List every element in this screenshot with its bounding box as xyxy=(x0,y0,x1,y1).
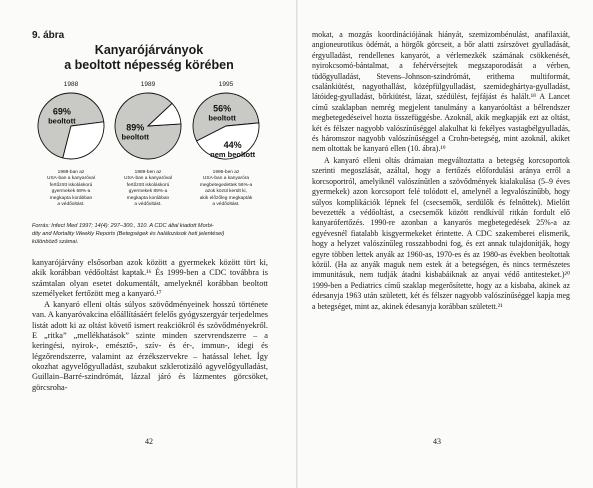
pie-caption-line: fertőzött iskoláskorú xyxy=(49,182,93,188)
left-paragraph-2: A kanyaró elleni oltás súlyos szövődményeinek hosszú története van. A kanyaróvakcina előállításáért felelős gyógyszergyár terjedelmes listát adott ki az oltást követő ismert reakciókról és szövődményekről. E „ritka” „mellékhatások” szinte minden szervrendszerre – a keringési, nyirok-, emésztő-, szív- és ér-, immun-, idegi és légzőrendszerre, valamint az érzékszervekre – hatással lehet. Így okozhat agyvelőgyulladást, szubakut szklerotizáló agyvelőgyulladást, Guillain–Barré-szindrómát, lázzal járó és lázmentes görcsöket, görcsroha- xyxy=(32,300,268,392)
right-page xyxy=(298,0,593,488)
left-paragraph-1: kanyarójárvány elsősorban azok között a gyermekek között tört ki, akik korábban védőoltást kaptak.¹⁶ És 1999-ben a CDC továbbra is számtalan olyan esetet dokumentált, amelyeknél korábban beoltott személyeket fertőzött meg a kanyaró.¹⁷ xyxy=(32,258,268,298)
pie-year-1988: 1988 xyxy=(63,81,79,88)
pie-caption-1988 xyxy=(36,170,106,208)
pie-caption-line: fertőzött iskoláskorú xyxy=(126,182,170,188)
pie-caption-line: megkapta korábban xyxy=(126,195,170,201)
page-number-left: 42 xyxy=(145,437,153,446)
pie-year-1995: 1995 xyxy=(218,81,234,88)
page-number-right: 43 xyxy=(433,437,441,446)
pie-1988 xyxy=(38,93,104,159)
pie-caption-line: USA-ban a kanyaróval xyxy=(124,176,172,182)
pie-caption-line: gyermekek 89%-a xyxy=(128,189,168,195)
left-page xyxy=(0,0,296,488)
pie-caption-line: USA-ban a kanyaróval xyxy=(47,176,95,182)
pie-caption-line: megkapta korábban xyxy=(49,195,93,201)
pie-sublabel-1995-0: beoltott xyxy=(208,113,236,123)
pie-caption-line: 1989-ben az xyxy=(134,170,162,175)
pie-label-1989-0: 89% xyxy=(126,122,145,133)
source-line-2: dity and Mortality Weekly Reports (Betegségek és halálozások heti jelentései) xyxy=(32,231,225,237)
right-body-text xyxy=(312,30,570,312)
pie-caption-line: azok közül került ki, xyxy=(205,189,247,195)
source-line-3: különböző számai. xyxy=(32,239,79,245)
pie-sublabel-1995-1: nem beoltott xyxy=(210,149,256,159)
pie-caption-line: 1988-ban az xyxy=(57,170,85,175)
figure-title-line-1: Kanyarójárványok xyxy=(94,43,204,57)
pie-caption-line: a védőoltást. xyxy=(134,202,162,208)
pie-1989 xyxy=(115,93,181,159)
pie-sublabel-1988-0: beoltott xyxy=(48,116,76,126)
pie-caption-line: akik előzőleg megkapták xyxy=(199,195,253,201)
pie-charts xyxy=(32,88,268,170)
pie-caption-line: a védőoltást. xyxy=(212,202,240,208)
pie-caption-line: a védőoltást. xyxy=(57,202,85,208)
pie-caption-line: gyermekek 69%-a xyxy=(51,189,91,195)
figure-label: 9. ábra xyxy=(32,30,65,41)
pie-caption-1995 xyxy=(191,170,261,208)
pie-label-1995-0: 56% xyxy=(213,103,232,114)
right-paragraph-2: A kanyaró elleni oltás drámaian megváltoztatta a betegség korcsoportok szerinti megoszlását, azáltal, hogy a fertőzés előfordulási aránya erről a korcsoportról, amelyiknél valószínűtlen a szövődmények kialakulása (5–9 éves gyermekek) azon korcsoport felé tolódott el, amelynél a legvalószínűbb, hogy súlyos komplikációk lépnek fel (csecsemők, serdülők és felnőttek). Mielőtt bevezették a védőoltást, a csecsemők között rendkívül ritkán fordult elő kanyarófertőzés. 1990-re azonban a kanyarós megbetegedések 25%-a az egyévesnél fiatalabb kisgyermekeket érintette. A CDC szakemberei elismerik, hogy a helyzet valószínűleg rosszabbodni fog, és ezt annak tulajdonítják, hogy egyre többen lettek anyák az 1960-as, 1970-es és az 1980-as években beoltottak közül. (Ha az anyák maguk nem estek át a betegségen, és nincs természetes immunitásuk, nem tudják átadni kisbabáiknak az anyai védő antitesteket.)²⁰ 1999-ben a Pediatrics című szaklap megerősítette, hogy az a kisbaba, akinek az édesanyja 1963 után született, két és félszer nagyobb valószínűséggel kapja meg a betegséget, mint az, akinek édesanyja korábban született.²¹ xyxy=(312,155,570,311)
pie-1995 xyxy=(193,93,259,159)
pie-caption-line: megbetegedettek 56%-a xyxy=(199,182,253,188)
figure-title xyxy=(32,43,266,73)
figure-title-line-2: a beoltott népesség körében xyxy=(64,58,234,72)
left-body-text xyxy=(32,258,268,393)
figure-source xyxy=(32,222,268,246)
right-paragraph-1: mokat, a mozgás koordinációjának hiányát, szemizombénulást, anafilaxiát, angioneurotikus ödémát, a hörgők görcseit, a bőr alatti zsírszövet gyulladását, érgyulladást, rendellenes kanyarót, a vérlemezkék számának csökkenését, nyirokcsomó-bántalmat, a fehérvérsejtek megszaporodását a vérben, tüdőgyulladást, Stevens–Johnson-szindrómát, erithema multiformát, csalánkiütést, nagyothallást, középfülgyulladást, szemideghártya-gyulladást, látóideg-gyulladást, bőrkiütést, lázat, szédülést, fejfájást és halált.¹⁸ A Lancet című szaklapban nemrég megjelent tanulmány a kanyaróoltást a bélrendszer megbetegedéseivel hozta összefüggésbe. Azoknál, akik megkapják ezt az oltást, két és félszer nagyobb valószínűséggel alakulhat ki fekélyes vastagbélgyulladás, és háromszor nagyobb valószínűséggel a Crohn-betegség, mint azoknál, akiket nem oltottak be kanyaró ellen (10. ábra).¹⁹ xyxy=(312,30,570,154)
pie-caption-line: USA-ban a kanyaróra xyxy=(202,176,250,182)
pie-label-1988-0: 69% xyxy=(52,106,71,117)
pie-caption-1989 xyxy=(113,170,183,208)
pie-year-1989: 1989 xyxy=(140,81,156,88)
pie-caption-line: 1995-ben az xyxy=(212,170,240,175)
source-line-1: Forrás: Infect Med 1997; 14(4): 297–300., 310. A CDC által kiadott Morbi- xyxy=(32,223,214,229)
pie-sublabel-1989-0: beoltott xyxy=(121,132,150,142)
pie-label-1995-1: 44% xyxy=(223,139,242,150)
